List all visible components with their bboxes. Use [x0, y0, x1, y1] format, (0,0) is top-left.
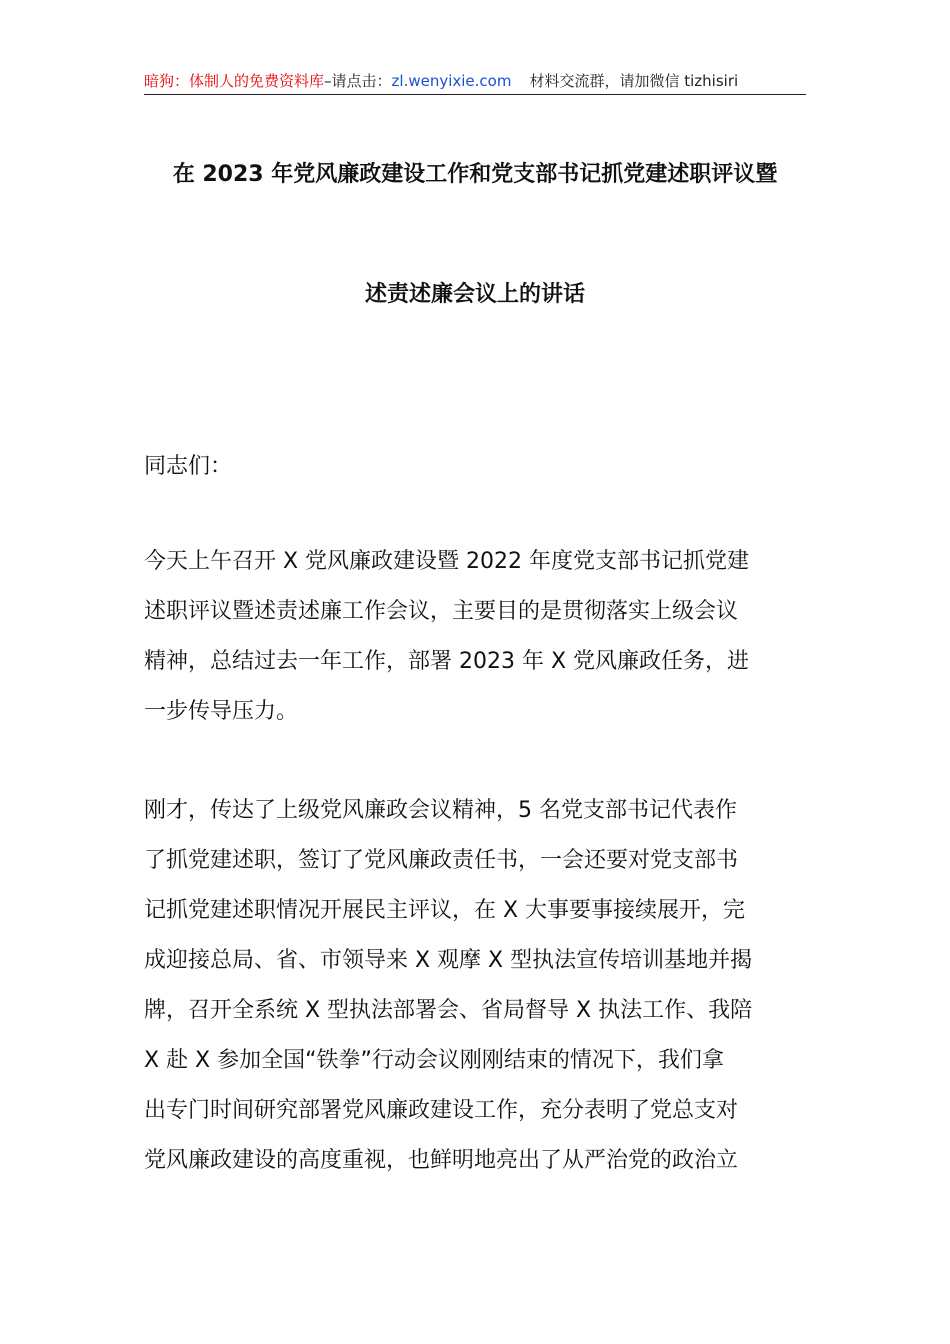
paragraph-2: [144, 786, 806, 1186]
paragraph-1: [144, 537, 806, 737]
paragraph-line: 今天上午召开 X 党风廉政建设暨 2022 年度党支部书记抓党建: [144, 549, 750, 574]
paragraph-line: 记抓党建述职情况开展民主评议，在 X 大事要事接续展开，完: [144, 898, 746, 923]
paragraph-line: 一步传导压力。: [144, 699, 299, 724]
header-brand: 暗狗：体制人的免费资料库: [144, 72, 325, 90]
header-link[interactable]: zl.wenyixie.com: [391, 72, 512, 90]
paragraph-line: 述职评议暨述责述廉工作会议，主要目的是贯彻落实上级会议: [144, 599, 739, 624]
page-header: [144, 68, 806, 95]
paragraph-line: 牌，召开全系统 X 型执法部署会、省局督导 X 执法工作、我陪: [144, 998, 753, 1023]
header-prompt: –请点击：: [324, 72, 392, 90]
salutation: 同志们：: [144, 454, 233, 479]
paragraph-line: 了抓党建述职，签订了党风廉政责任书，一会还要对党支部书: [144, 848, 739, 873]
paragraph-line: 精神，总结过去一年工作，部署 2023 年 X 党风廉政任务，进: [144, 649, 750, 674]
paragraph-line: 出专门时间研究部署党风廉政建设工作，充分表明了党总支对: [144, 1098, 739, 1123]
document-title-line-1: 在 2023 年党风廉政建设工作和党支部书记抓党建述职评议暨: [172, 162, 778, 187]
paragraph-line: X 赴 X 参加全国“铁拳”行动会议刚刚结束的情况下，我们拿: [144, 1048, 724, 1073]
header-group-info: 材料交流群，请加微信 tizhisiri: [529, 72, 739, 90]
paragraph-line: 成迎接总局、省、市领导来 X 观摩 X 型执法宣传培训基地并揭: [144, 948, 753, 973]
document-title-line-2: 述责述廉会议上的讲话: [364, 282, 585, 307]
paragraph-line: 党风廉政建设的高度重视，也鲜明地亮出了从严治党的政治立: [144, 1148, 739, 1173]
paragraph-line: 刚才，传达了上级党风廉政会议精神，5 名党支部书记代表作: [144, 798, 737, 823]
